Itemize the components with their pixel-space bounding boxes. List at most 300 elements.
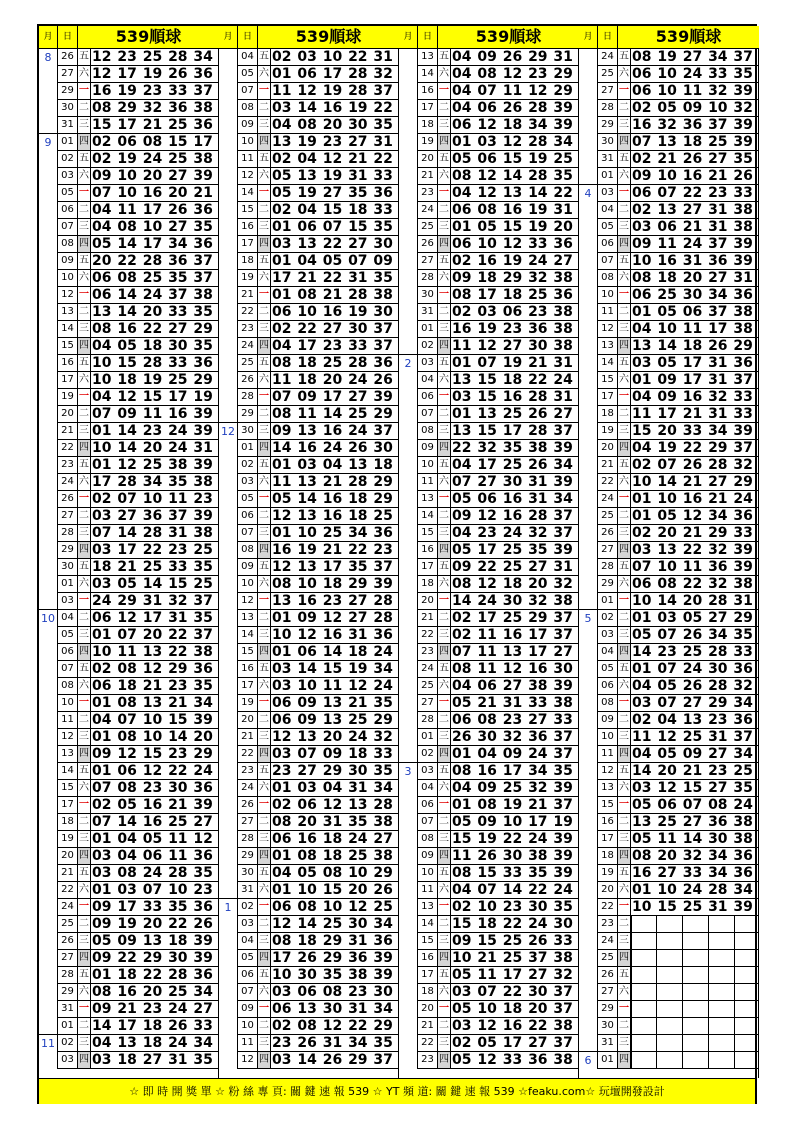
numbers-cell: 06 16 18 24 27 xyxy=(272,831,393,847)
numbers-cell xyxy=(631,1035,759,1051)
result-row xyxy=(418,474,579,491)
numbers-cell: 05 21 31 33 38 xyxy=(452,695,573,711)
result-row xyxy=(598,831,759,848)
numbers-cell: 01 05 06 37 38 xyxy=(632,304,753,320)
results-column xyxy=(219,26,399,1078)
day-cell: 07 xyxy=(58,219,78,235)
weekday-cell: 二 xyxy=(618,1018,631,1034)
numbers-cell: 02 03 10 22 31 xyxy=(272,49,393,65)
numbers-cell: 14 20 21 23 25 xyxy=(632,763,753,779)
result-row xyxy=(418,304,579,321)
result-row xyxy=(598,457,759,474)
weekday-cell: 一 xyxy=(618,1001,631,1017)
weekday-cell: 三 xyxy=(618,525,631,541)
result-row xyxy=(58,814,219,831)
weekday-cell: 五 xyxy=(438,967,451,983)
day-cell: 01 xyxy=(598,1052,618,1068)
numbers-cell: 14 23 25 28 33 xyxy=(632,644,753,660)
column-header xyxy=(579,26,759,49)
day-cell: 22 xyxy=(418,627,438,643)
result-row xyxy=(238,610,399,627)
day-cell: 21 xyxy=(418,610,438,626)
numbers-cell: 01 03 04 13 18 xyxy=(272,457,393,473)
day-cell: 28 xyxy=(238,389,258,405)
day-cell: 12 xyxy=(598,321,618,337)
weekday-cell: 四 xyxy=(78,1052,91,1068)
empty-cell-divider xyxy=(631,933,632,949)
result-row xyxy=(58,287,219,304)
day-cell: 01 xyxy=(598,593,618,609)
day-cell: 30 xyxy=(418,287,438,303)
numbers-cell xyxy=(631,967,759,983)
day-cell: 27 xyxy=(58,950,78,966)
day-cell: 28 xyxy=(418,270,438,286)
empty-cell-divider xyxy=(734,967,735,983)
day-cell: 16 xyxy=(418,83,438,99)
numbers-cell: 06 10 11 32 39 xyxy=(632,83,753,99)
day-cell: 04 xyxy=(598,644,618,660)
numbers-cell: 03 07 09 18 33 xyxy=(272,746,393,762)
result-row xyxy=(418,321,579,338)
numbers-cell: 03 04 06 11 36 xyxy=(92,848,213,864)
numbers-cell: 03 15 16 28 31 xyxy=(452,389,573,405)
result-row xyxy=(598,1052,759,1069)
numbers-cell: 13 14 20 33 35 xyxy=(92,304,213,320)
month-label: 12 xyxy=(221,425,235,438)
result-row xyxy=(418,440,579,457)
weekday-cell: 六 xyxy=(258,678,271,694)
numbers-cell: 14 16 24 26 30 xyxy=(272,440,393,456)
day-cell: 24 xyxy=(238,780,258,796)
weekday-cell: 三 xyxy=(258,423,271,439)
day-cell: 07 xyxy=(418,814,438,830)
result-row xyxy=(598,916,759,933)
numbers-cell: 02 05 09 10 32 xyxy=(632,100,753,116)
result-row xyxy=(58,372,219,389)
weekday-cell: 三 xyxy=(438,321,451,337)
result-row xyxy=(238,440,399,457)
numbers-cell: 04 08 12 23 29 xyxy=(452,66,573,82)
day-cell: 01 xyxy=(418,321,438,337)
numbers-cell: 04 12 13 14 22 xyxy=(452,185,573,201)
numbers-cell: 02 08 12 29 36 xyxy=(92,661,213,677)
result-row xyxy=(598,321,759,338)
numbers-cell: 15 18 22 24 30 xyxy=(452,916,573,932)
day-cell: 20 xyxy=(598,882,618,898)
day-cell: 15 xyxy=(238,202,258,218)
weekday-cell: 五 xyxy=(78,355,91,371)
numbers-cell: 04 17 23 33 37 xyxy=(272,338,393,354)
result-row xyxy=(598,202,759,219)
day-cell: 04 xyxy=(238,933,258,949)
day-header: 日 xyxy=(418,26,438,48)
result-row xyxy=(418,644,579,661)
day-cell: 16 xyxy=(598,814,618,830)
day-cell: 16 xyxy=(418,542,438,558)
result-row xyxy=(418,372,579,389)
day-cell: 28 xyxy=(238,831,258,847)
weekday-cell: 五 xyxy=(258,661,271,677)
numbers-cell: 07 14 28 31 38 xyxy=(92,525,213,541)
day-cell: 14 xyxy=(418,508,438,524)
day-cell: 25 xyxy=(58,916,78,932)
day-cell: 09 xyxy=(418,848,438,864)
day-cell: 04 xyxy=(598,202,618,218)
numbers-cell: 09 12 15 23 29 xyxy=(92,746,213,762)
month-header: 月 xyxy=(579,26,598,48)
numbers-cell: 03 17 22 23 25 xyxy=(92,542,213,558)
day-cell: 18 xyxy=(598,406,618,422)
day-cell: 12 xyxy=(238,168,258,184)
numbers-cell: 05 09 10 17 19 xyxy=(452,814,573,830)
weekday-cell: 四 xyxy=(618,644,631,660)
weekday-cell: 六 xyxy=(78,678,91,694)
numbers-cell: 05 06 16 31 34 xyxy=(452,491,573,507)
result-row xyxy=(598,117,759,134)
numbers-cell: 12 14 25 30 34 xyxy=(272,916,393,932)
numbers-cell: 01 09 12 27 28 xyxy=(272,610,393,626)
day-cell: 26 xyxy=(598,967,618,983)
weekday-cell: 四 xyxy=(438,542,451,558)
numbers-cell: 17 21 22 31 35 xyxy=(272,270,393,286)
day-cell: 29 xyxy=(598,576,618,592)
day-cell: 10 xyxy=(418,865,438,881)
weekday-cell: 一 xyxy=(258,185,271,201)
weekday-cell: 二 xyxy=(258,202,271,218)
day-cell: 21 xyxy=(238,729,258,745)
numbers-cell: 11 26 30 38 39 xyxy=(452,848,573,864)
weekday-cell: 一 xyxy=(618,797,631,813)
month-header: 月 xyxy=(399,26,418,48)
result-row xyxy=(58,525,219,542)
results-column xyxy=(579,26,759,1078)
day-cell: 25 xyxy=(598,508,618,524)
weekday-cell: 一 xyxy=(258,1001,271,1017)
column-header xyxy=(399,26,579,49)
day-cell: 10 xyxy=(418,457,438,473)
result-row xyxy=(238,372,399,389)
day-cell: 16 xyxy=(418,950,438,966)
weekday-cell: 四 xyxy=(618,746,631,762)
numbers-cell: 02 19 24 25 38 xyxy=(92,151,213,167)
empty-cell-divider xyxy=(631,1001,632,1017)
day-cell: 14 xyxy=(418,66,438,82)
day-cell: 21 xyxy=(58,865,78,881)
result-row xyxy=(598,729,759,746)
day-cell: 27 xyxy=(58,508,78,524)
weekday-cell: 三 xyxy=(78,117,91,133)
results-column xyxy=(399,26,579,1078)
numbers-cell: 20 22 28 36 37 xyxy=(92,253,213,269)
result-row xyxy=(418,576,579,593)
weekday-cell: 五 xyxy=(438,661,451,677)
month-divider xyxy=(39,609,58,610)
numbers-cell: 18 21 25 33 35 xyxy=(92,559,213,575)
weekday-cell: 四 xyxy=(438,848,451,864)
day-cell: 17 xyxy=(238,236,258,252)
weekday-cell: 二 xyxy=(78,508,91,524)
numbers-cell: 04 09 26 29 31 xyxy=(452,49,573,65)
weekday-cell: 六 xyxy=(78,984,91,1000)
result-row xyxy=(58,338,219,355)
weekday-cell: 六 xyxy=(258,372,271,388)
weekday-cell: 四 xyxy=(78,134,91,150)
empty-cell-divider xyxy=(656,1035,657,1051)
weekday-cell: 三 xyxy=(618,117,631,133)
day-cell: 22 xyxy=(418,1035,438,1051)
result-row xyxy=(418,151,579,168)
numbers-cell: 07 09 11 16 39 xyxy=(92,406,213,422)
numbers-cell: 07 09 17 27 39 xyxy=(272,389,393,405)
result-row xyxy=(58,712,219,729)
result-row xyxy=(238,83,399,100)
weekday-cell: 三 xyxy=(258,933,271,949)
numbers-cell: 01 08 13 21 34 xyxy=(92,695,213,711)
weekday-cell: 四 xyxy=(618,440,631,456)
numbers-cell: 12 17 19 26 36 xyxy=(92,66,213,82)
weekday-cell: 三 xyxy=(258,117,271,133)
day-cell: 30 xyxy=(58,559,78,575)
result-row xyxy=(238,644,399,661)
weekday-cell: 五 xyxy=(618,763,631,779)
result-row xyxy=(58,593,219,610)
numbers-cell: 08 11 14 25 29 xyxy=(272,406,393,422)
day-cell: 09 xyxy=(238,117,258,133)
month-divider xyxy=(399,354,418,355)
empty-cell-divider xyxy=(682,916,683,932)
day-cell: 30 xyxy=(238,423,258,439)
month-divider xyxy=(219,898,238,899)
day-cell: 17 xyxy=(58,797,78,813)
day-cell: 25 xyxy=(418,219,438,235)
result-row xyxy=(238,134,399,151)
numbers-cell: 26 30 32 36 37 xyxy=(452,729,573,745)
result-row xyxy=(418,593,579,610)
weekday-cell: 三 xyxy=(618,219,631,235)
result-row xyxy=(238,525,399,542)
result-row xyxy=(418,525,579,542)
result-row xyxy=(238,763,399,780)
day-cell: 06 xyxy=(418,797,438,813)
day-cell: 21 xyxy=(418,1018,438,1034)
result-row xyxy=(238,814,399,831)
day-cell: 18 xyxy=(598,848,618,864)
empty-cell-divider xyxy=(656,984,657,1000)
numbers-cell: 06 08 22 32 38 xyxy=(632,576,753,592)
numbers-cell: 02 22 27 30 37 xyxy=(272,321,393,337)
weekday-cell: 四 xyxy=(438,134,451,150)
result-row xyxy=(598,780,759,797)
weekday-cell: 二 xyxy=(78,814,91,830)
day-cell: 27 xyxy=(598,83,618,99)
result-row xyxy=(58,508,219,525)
weekday-cell: 五 xyxy=(78,967,91,983)
numbers-cell: 13 15 18 22 24 xyxy=(452,372,573,388)
day-cell: 30 xyxy=(58,100,78,116)
day-cell: 17 xyxy=(598,831,618,847)
weekday-cell: 六 xyxy=(438,168,451,184)
numbers-cell: 02 21 26 27 35 xyxy=(632,151,753,167)
numbers-cell: 09 11 24 37 39 xyxy=(632,236,753,252)
result-row xyxy=(418,355,579,372)
weekday-cell: 六 xyxy=(618,576,631,592)
numbers-cell: 11 13 21 28 29 xyxy=(272,474,393,490)
numbers-cell: 13 14 18 26 29 xyxy=(632,338,753,354)
weekday-cell: 五 xyxy=(438,49,451,65)
day-cell: 26 xyxy=(238,797,258,813)
result-row xyxy=(418,338,579,355)
result-row xyxy=(238,746,399,763)
weekday-cell: 二 xyxy=(438,1018,451,1034)
day-cell: 31 xyxy=(58,1001,78,1017)
numbers-cell: 04 08 10 27 35 xyxy=(92,219,213,235)
day-cell: 23 xyxy=(598,916,618,932)
numbers-cell: 10 14 20 24 31 xyxy=(92,440,213,456)
weekday-cell: 六 xyxy=(618,678,631,694)
weekday-cell: 二 xyxy=(618,814,631,830)
numbers-cell: 24 29 31 32 37 xyxy=(92,593,213,609)
day-cell: 08 xyxy=(58,236,78,252)
weekday-cell: 五 xyxy=(258,355,271,371)
weekday-cell: 四 xyxy=(258,950,271,966)
day-cell: 01 xyxy=(58,134,78,150)
empty-cell-divider xyxy=(708,1052,709,1068)
result-row xyxy=(598,355,759,372)
numbers-cell: 06 13 30 31 34 xyxy=(272,1001,393,1017)
numbers-cell: 03 07 27 29 34 xyxy=(632,695,753,711)
weekday-cell: 四 xyxy=(258,746,271,762)
numbers-cell: 02 04 15 18 33 xyxy=(272,202,393,218)
numbers-cell: 06 18 21 23 35 xyxy=(92,678,213,694)
numbers-cell: 10 21 25 37 38 xyxy=(452,950,573,966)
result-row xyxy=(238,678,399,695)
result-row xyxy=(238,559,399,576)
result-row xyxy=(418,899,579,916)
day-cell: 29 xyxy=(58,83,78,99)
weekday-cell: 一 xyxy=(78,1001,91,1017)
numbers-cell: 02 04 13 23 36 xyxy=(632,712,753,728)
numbers-cell: 13 25 27 36 38 xyxy=(632,814,753,830)
numbers-cell xyxy=(631,984,759,1000)
result-row xyxy=(238,202,399,219)
weekday-cell: 五 xyxy=(618,355,631,371)
weekday-cell: 五 xyxy=(258,253,271,269)
weekday-cell: 二 xyxy=(438,406,451,422)
weekday-cell: 一 xyxy=(78,797,91,813)
result-row xyxy=(58,1035,219,1052)
day-cell: 08 xyxy=(418,423,438,439)
weekday-cell: 五 xyxy=(618,49,631,65)
numbers-cell: 09 10 16 21 26 xyxy=(632,168,753,184)
result-row xyxy=(58,933,219,950)
day-cell: 13 xyxy=(418,491,438,507)
result-row xyxy=(598,151,759,168)
result-row xyxy=(598,168,759,185)
result-row xyxy=(418,882,579,899)
result-row xyxy=(238,151,399,168)
result-row xyxy=(598,967,759,984)
numbers-cell: 05 17 25 35 39 xyxy=(452,542,573,558)
numbers-cell: 03 27 36 37 39 xyxy=(92,508,213,524)
day-cell: 08 xyxy=(598,270,618,286)
numbers-cell: 22 32 35 38 39 xyxy=(452,440,573,456)
result-row xyxy=(418,610,579,627)
weekday-cell: 四 xyxy=(258,644,271,660)
weekday-cell: 一 xyxy=(438,1001,451,1017)
numbers-cell: 05 10 18 20 37 xyxy=(452,1001,573,1017)
day-cell: 10 xyxy=(598,287,618,303)
empty-cell-divider xyxy=(708,916,709,932)
column-header xyxy=(219,26,399,49)
result-row xyxy=(58,389,219,406)
result-row xyxy=(418,814,579,831)
numbers-cell: 06 10 12 33 36 xyxy=(452,236,573,252)
weekday-cell: 三 xyxy=(438,627,451,643)
result-row xyxy=(418,933,579,950)
day-cell: 27 xyxy=(418,253,438,269)
weekday-cell: 一 xyxy=(78,491,91,507)
result-row xyxy=(58,100,219,117)
day-cell: 20 xyxy=(418,151,438,167)
numbers-cell: 01 07 24 30 36 xyxy=(632,661,753,677)
result-row xyxy=(58,457,219,474)
month-divider xyxy=(579,1051,598,1052)
weekday-cell: 五 xyxy=(78,457,91,473)
day-cell: 01 xyxy=(238,440,258,456)
day-cell: 31 xyxy=(598,151,618,167)
numbers-cell: 04 19 22 29 37 xyxy=(632,440,753,456)
day-cell: 31 xyxy=(418,304,438,320)
numbers-cell: 03 13 22 32 39 xyxy=(632,542,753,558)
result-row xyxy=(238,338,399,355)
weekday-cell: 三 xyxy=(618,729,631,745)
numbers-cell: 04 13 18 24 34 xyxy=(92,1035,213,1051)
result-row xyxy=(238,882,399,899)
weekday-cell: 五 xyxy=(438,763,451,779)
day-cell: 10 xyxy=(598,729,618,745)
weekday-cell: 一 xyxy=(438,797,451,813)
day-cell: 29 xyxy=(598,1001,618,1017)
numbers-cell: 01 03 07 10 23 xyxy=(92,882,213,898)
empty-cell-divider xyxy=(656,1052,657,1068)
day-cell: 13 xyxy=(238,610,258,626)
numbers-cell: 05 07 26 34 35 xyxy=(632,627,753,643)
weekday-cell: 五 xyxy=(438,355,451,371)
weekday-cell: 二 xyxy=(258,610,271,626)
result-row xyxy=(418,1001,579,1018)
numbers-cell: 07 10 16 20 21 xyxy=(92,185,213,201)
empty-cell-divider xyxy=(682,1001,683,1017)
numbers-cell: 09 13 16 24 37 xyxy=(272,423,393,439)
day-cell: 16 xyxy=(238,661,258,677)
result-row xyxy=(238,1018,399,1035)
weekday-cell: 三 xyxy=(78,1035,91,1051)
weekday-cell: 五 xyxy=(258,865,271,881)
numbers-cell: 16 19 23 36 38 xyxy=(452,321,573,337)
day-cell: 06 xyxy=(58,202,78,218)
numbers-cell: 03 18 27 31 35 xyxy=(92,1052,213,1068)
day-cell: 17 xyxy=(58,372,78,388)
day-cell: 10 xyxy=(238,576,258,592)
empty-cell-divider xyxy=(631,967,632,983)
weekday-cell: 六 xyxy=(78,168,91,184)
empty-cell-divider xyxy=(656,950,657,966)
result-row xyxy=(418,916,579,933)
empty-cell-divider xyxy=(656,933,657,949)
weekday-cell: 六 xyxy=(78,66,91,82)
weekday-cell: 二 xyxy=(618,916,631,932)
empty-cell-divider xyxy=(708,933,709,949)
